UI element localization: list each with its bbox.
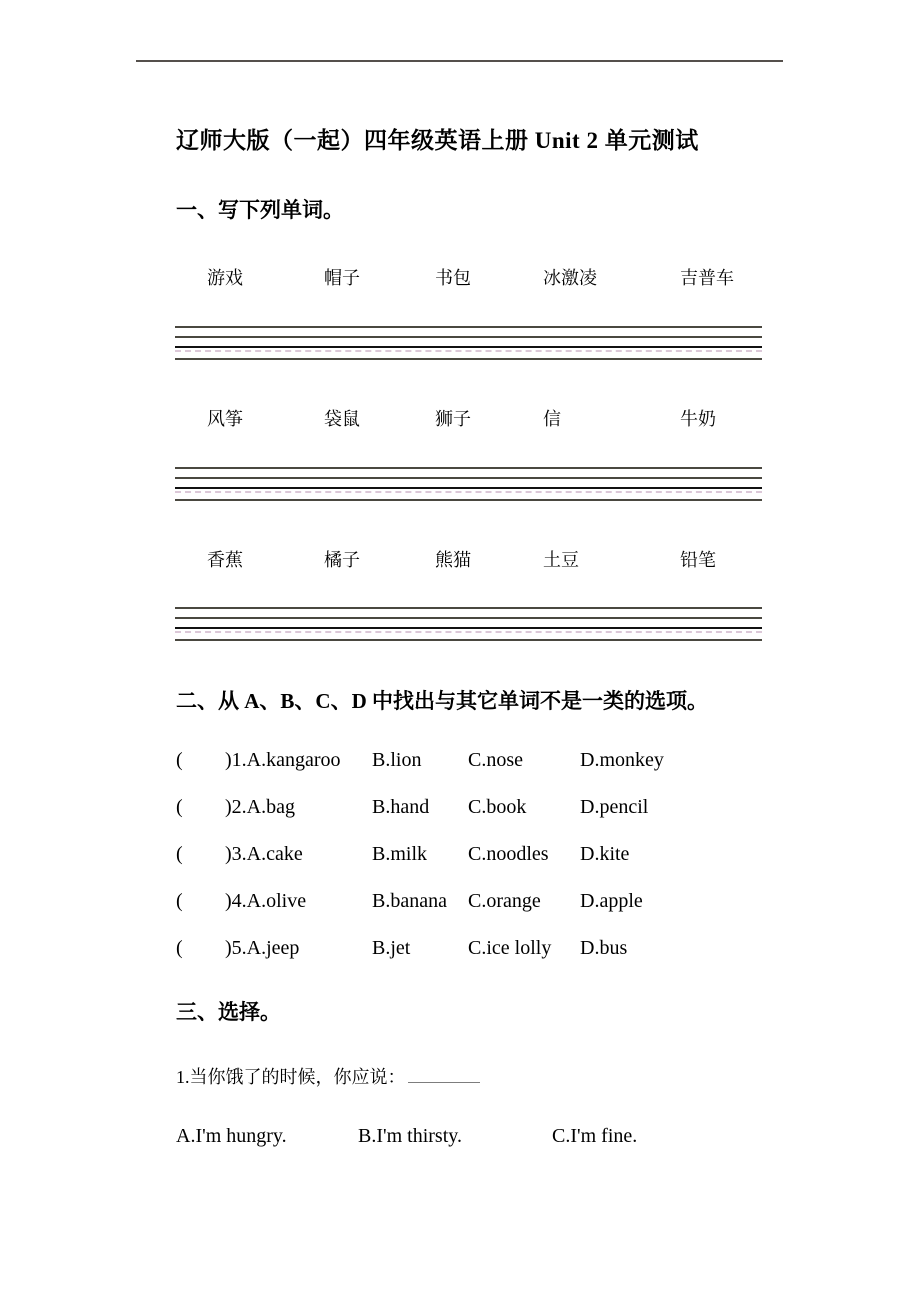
writing-line	[175, 639, 762, 641]
choice-item-row	[176, 795, 768, 819]
open-paren-label: (	[176, 749, 183, 771]
option-a-label: )5.A.jeep	[225, 937, 300, 959]
choice-item-row	[176, 842, 768, 866]
option-c-label: C.noodles	[468, 843, 549, 865]
writing-line-dashed	[175, 350, 762, 352]
writing-line-baseline	[175, 627, 762, 629]
question-1-options	[176, 1124, 768, 1148]
option-b-label: B.lion	[372, 749, 422, 771]
option-a-label: )4.A.olive	[225, 890, 307, 912]
word-label: 土豆	[543, 550, 579, 570]
page-title: 辽师大版（一起）四年级英语上册 Unit 2 单元测试	[176, 128, 699, 153]
writing-line-dashed	[175, 631, 762, 633]
writing-line	[175, 617, 762, 619]
option-d-label: D.bus	[580, 937, 628, 959]
word-label: 冰激凌	[543, 268, 597, 288]
option-b-label: B.hand	[372, 796, 430, 818]
word-label: 游戏	[207, 268, 243, 288]
word-label: 帽子	[324, 268, 360, 288]
word-label: 橘子	[324, 550, 360, 570]
writing-line	[175, 467, 762, 469]
open-paren-label: (	[176, 843, 183, 865]
document-content	[176, 0, 768, 1148]
option-b-label: B.jet	[372, 937, 411, 959]
writing-line	[175, 358, 762, 360]
option-d-label: D.pencil	[580, 796, 649, 818]
word-label: 铅笔	[680, 550, 716, 570]
option-b-label: B.milk	[372, 843, 428, 865]
writing-lines-group	[175, 607, 762, 641]
answer-option-b: B.I'm thirsty.	[358, 1125, 462, 1147]
writing-lines-group	[175, 467, 762, 501]
question-text: 1.当你饿了的时候，你应说：	[176, 1067, 406, 1087]
answer-option-c: C.I'm fine.	[552, 1125, 638, 1147]
writing-line-baseline	[175, 487, 762, 489]
option-d-label: D.monkey	[580, 749, 664, 771]
word-label: 狮子	[435, 409, 471, 429]
word-label: 香蕉	[207, 550, 243, 570]
option-c-label: C.orange	[468, 890, 541, 912]
option-d-label: D.apple	[580, 890, 643, 912]
open-paren-label: (	[176, 796, 183, 818]
word-label: 风筝	[207, 409, 243, 429]
answer-option-a: A.I'm hungry.	[176, 1125, 287, 1147]
word-label: 吉普车	[680, 268, 734, 288]
word-label: 熊猫	[435, 550, 471, 570]
word-label: 信	[543, 409, 561, 429]
writing-line	[175, 499, 762, 501]
word-label: 牛奶	[680, 409, 716, 429]
word-row	[176, 266, 768, 290]
option-c-label: C.book	[468, 796, 527, 818]
section-1-heading: 一、写下列单词。	[176, 198, 344, 222]
word-row	[176, 407, 768, 431]
writing-line	[175, 477, 762, 479]
writing-line-dashed	[175, 491, 762, 493]
option-a-label: )3.A.cake	[225, 843, 303, 865]
choice-item-row	[176, 889, 768, 913]
writing-line-baseline	[175, 346, 762, 348]
open-paren-label: (	[176, 937, 183, 959]
question-1	[176, 1065, 768, 1089]
writing-line	[175, 336, 762, 338]
option-c-label: C.nose	[468, 749, 523, 771]
option-b-label: B.banana	[372, 890, 447, 912]
option-a-label: )1.A.kangaroo	[225, 749, 341, 771]
option-a-label: )2.A.bag	[225, 796, 295, 818]
option-c-label: C.ice lolly	[468, 937, 552, 959]
option-d-label: D.kite	[580, 843, 630, 865]
section-2-heading: 二、从 A、B、C、D 中找出与其它单词不是一类的选项。	[176, 689, 709, 713]
writing-lines-group	[175, 326, 762, 360]
section-3-heading: 三、选择。	[176, 1000, 281, 1024]
word-label: 袋鼠	[324, 409, 360, 429]
writing-line	[175, 326, 762, 328]
open-paren-label: (	[176, 890, 183, 912]
word-row	[176, 548, 768, 572]
word-label: 书包	[435, 268, 471, 288]
writing-line	[175, 607, 762, 609]
choice-item-row	[176, 936, 768, 960]
choice-item-row	[176, 748, 768, 772]
answer-blank	[408, 1068, 480, 1083]
